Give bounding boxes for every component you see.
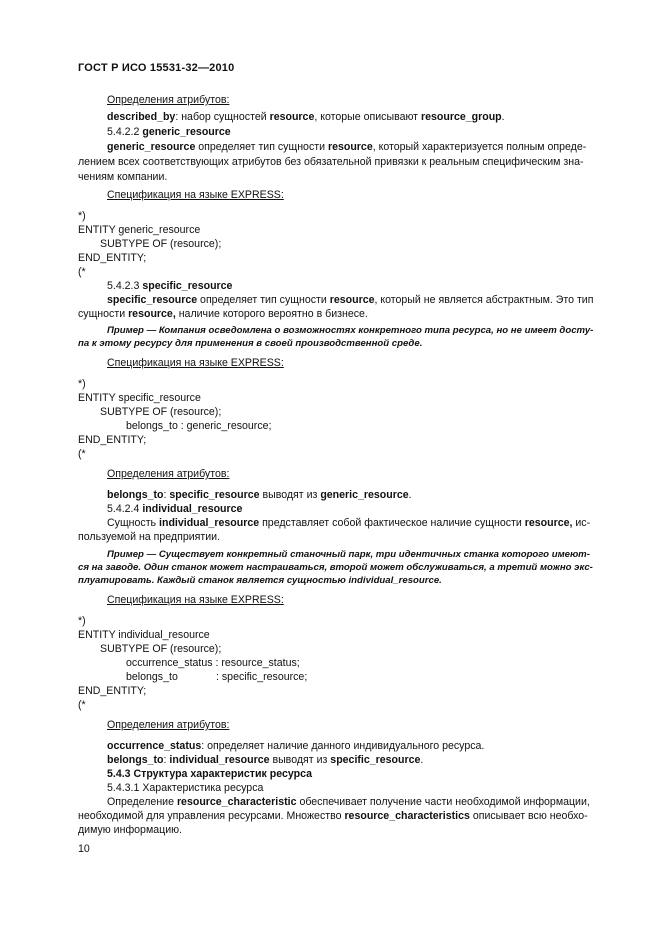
paragraph-line: чениям компании. — [78, 171, 168, 183]
section-heading-5-4-3: 5.4.3 Структура характеристик ресурса — [107, 768, 312, 780]
express-spec-label: Спецификация на языке EXPRESS: — [107, 189, 284, 201]
code-line: SUBTYPE OF (resource); — [100, 238, 222, 250]
code-line: (* — [78, 266, 86, 278]
attr-defs-label: Определения атрибутов: — [107, 719, 230, 731]
code-line: *) — [78, 210, 86, 222]
attr-def-occurrence-status: occurrence_status: определяет наличие данного индивидуального ресурса. — [107, 740, 485, 752]
paragraph-line: specific_resource определяет тип сущности resource, который не является абстрактным. Это тип — [107, 294, 594, 306]
attr-def-belongs-to: belongs_to: individual_resource выводят из specific_resource. — [107, 754, 424, 766]
example-line: па к этому ресурсу для применения в своей производственной среде. — [78, 338, 423, 349]
paragraph-line: generic_resource определяет тип сущности resource, который характеризуется полным опреде- — [107, 141, 587, 153]
express-spec-label: Спецификация на языке EXPRESS: — [107, 594, 284, 606]
code-line: belongs_to : generic_resource; — [126, 420, 272, 432]
example-line: Пример — Существует конкретный станочный парк, три идентичных станка которого имеют- — [107, 549, 590, 560]
paragraph-line: сущности resource, наличие которого вероятно в бизнесе. — [78, 308, 368, 320]
paragraph-line: Определение resource_characteristic обеспечивает получение части необходимой информации, — [107, 796, 590, 808]
paragraph-line: димую информацию. — [78, 824, 183, 836]
section-heading-5-4-2-4: 5.4.2.4 individual_resource — [107, 503, 243, 515]
section-heading-5-4-2-2: 5.4.2.2 generic_resource — [107, 126, 231, 138]
code-line: END_ENTITY; — [78, 434, 147, 446]
section-heading-5-4-3-1: 5.4.3.1 Характеристика ресурса — [107, 782, 264, 794]
code-line: *) — [78, 615, 86, 627]
attr-defs-label: Определения атрибутов: — [107, 468, 230, 480]
code-line: SUBTYPE OF (resource); — [100, 406, 222, 418]
attr-defs-label: Определения атрибутов: — [107, 94, 230, 106]
attr-def-described-by: described_by: набор сущностей resource, которые описывают resource_group. — [107, 111, 505, 123]
page-number: 10 — [78, 843, 90, 855]
paragraph-line: лением всех соответствующих атрибутов без обязательной привязки к реальным специфическим зна- — [78, 156, 584, 168]
express-spec-label: Спецификация на языке EXPRESS: — [107, 357, 284, 369]
code-line: ENTITY generic_resource — [78, 224, 201, 236]
code-line: ENTITY specific_resource — [78, 392, 201, 404]
page-header: ГОСТ Р ИСО 15531-32—2010 — [78, 62, 235, 74]
section-heading-5-4-2-3: 5.4.2.3 specific_resource — [107, 280, 233, 292]
code-line: END_ENTITY; — [78, 252, 147, 264]
example-line: Пример — Компания осведомлена о возможностях конкретного типа ресурса, но не имеет досту- — [107, 325, 594, 336]
paragraph-line: Сущность individual_resource представляет собой фактическое наличие сущности resource, ис- — [107, 517, 591, 529]
paragraph-line: пользуемой на предприятии. — [78, 531, 221, 543]
example-line: ся на заводе. Один станок может настраиваться, второй может обслуживаться, а третий можно экс- — [78, 562, 593, 573]
code-line: (* — [78, 448, 86, 460]
code-line: occurrence_status : resource_status; — [126, 657, 300, 669]
code-line: *) — [78, 378, 86, 390]
code-line: belongs_to : specific_resource; — [126, 671, 308, 683]
code-line: (* — [78, 699, 86, 711]
code-line: ENTITY individual_resource — [78, 629, 210, 641]
code-line: END_ENTITY; — [78, 685, 147, 697]
example-line: плуатировать. Каждый станок является сущностью individual_resource. — [78, 575, 442, 586]
paragraph-line: необходимой для управления ресурсами. Множество resource_characteristics описывает всю необхо- — [78, 810, 588, 822]
attr-def-belongs-to: belongs_to: specific_resource выводят из generic_resource. — [107, 489, 412, 501]
code-line: SUBTYPE OF (resource); — [100, 643, 222, 655]
